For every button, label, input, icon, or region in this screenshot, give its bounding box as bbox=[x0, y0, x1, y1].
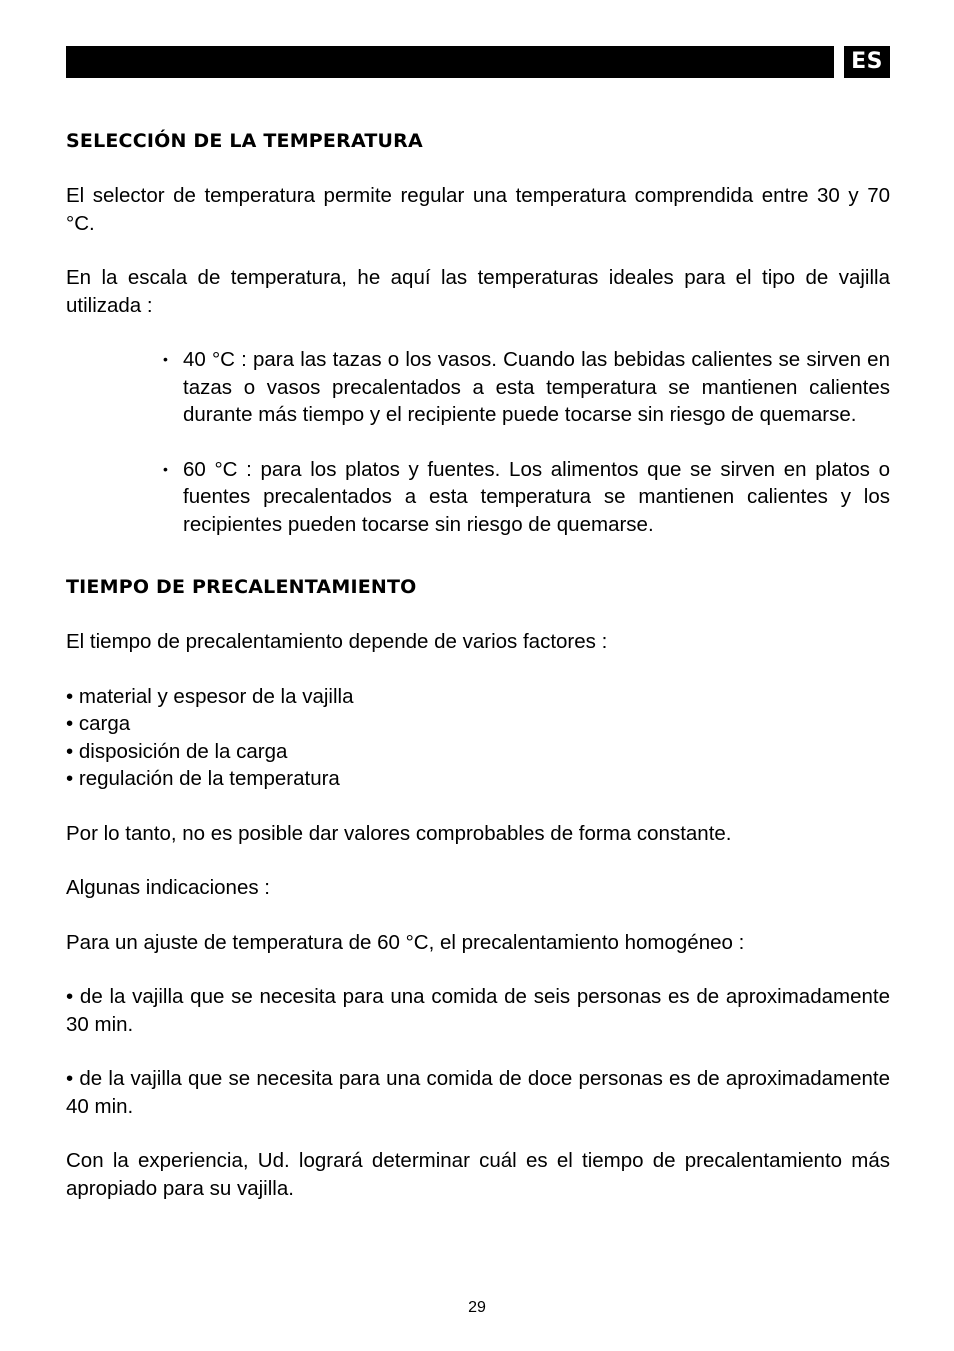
section-title-preheat-time: TIEMPO DE PRECALENTAMIENTO bbox=[66, 576, 417, 598]
paragraph-temperature-scale: En la escala de temperatura, he aquí las temperaturas ideales para el tipo de vajilla utilizada : bbox=[66, 266, 890, 317]
bullet-icon: • bbox=[163, 460, 168, 477]
paragraph-preheat-intro: El tiempo de precalentamiento depende de varios factores : bbox=[66, 630, 608, 653]
language-badge: ES bbox=[844, 46, 890, 78]
list-item: • material y espesor de la vajilla bbox=[66, 684, 354, 708]
page-number: 29 bbox=[468, 1299, 486, 1316]
header-bar bbox=[66, 46, 834, 78]
factors-list bbox=[66, 683, 890, 793]
section-title-temperature: SELECCIÓN DE LA TEMPERATURA bbox=[66, 130, 423, 152]
paragraph-temperature-range: El selector de temperatura permite regular una temperatura comprendida entre 30 y 70 °C. bbox=[66, 184, 890, 235]
bullet-icon: • bbox=[163, 351, 168, 367]
list-item: • 40 °C : para las tazas o los vasos. Cuando las bebidas calientes se sirven en tazas o vasos precalentados a esta temperatura se mantienen calientes durante más tiempo y el recipiente puede tocarse sin riesgo de quemarse. bbox=[163, 348, 890, 426]
paragraph-experience: Con la experiencia, Ud. logrará determinar cuál es el tiempo de precalentamiento más apropiado para su vajilla. bbox=[66, 1149, 890, 1200]
paragraph-twelve-people: • de la vajilla que se necesita para una comida de doce personas es de aproximadamente 40 min. bbox=[66, 1067, 890, 1118]
temperature-bullet-list bbox=[161, 346, 890, 538]
list-item: • regulación de la temperatura bbox=[66, 767, 340, 790]
paragraph-adjustment: Para un ajuste de temperatura de 60 °C, el precalentamiento homogéneo : bbox=[66, 930, 745, 954]
paragraph-no-constant-values: Por lo tanto, no es posible dar valores comprobables de forma constante. bbox=[66, 821, 732, 845]
list-item: • carga bbox=[66, 712, 131, 735]
paragraph-six-people: • de la vajilla que se necesita para una comida de seis personas es de aproximadamente 30 min. bbox=[66, 985, 890, 1036]
list-item: • disposición de la carga bbox=[66, 739, 288, 763]
list-item: • 60 °C : para los platos y fuentes. Los alimentos que se sirven en platos o fuentes precalentados a esta temperatura se mantienen calientes y los recipientes pueden tocarse sin riesgo de quemarse. bbox=[163, 457, 890, 536]
page-content bbox=[66, 128, 890, 1202]
paragraph-indications: Algunas indicaciones : bbox=[66, 876, 270, 899]
